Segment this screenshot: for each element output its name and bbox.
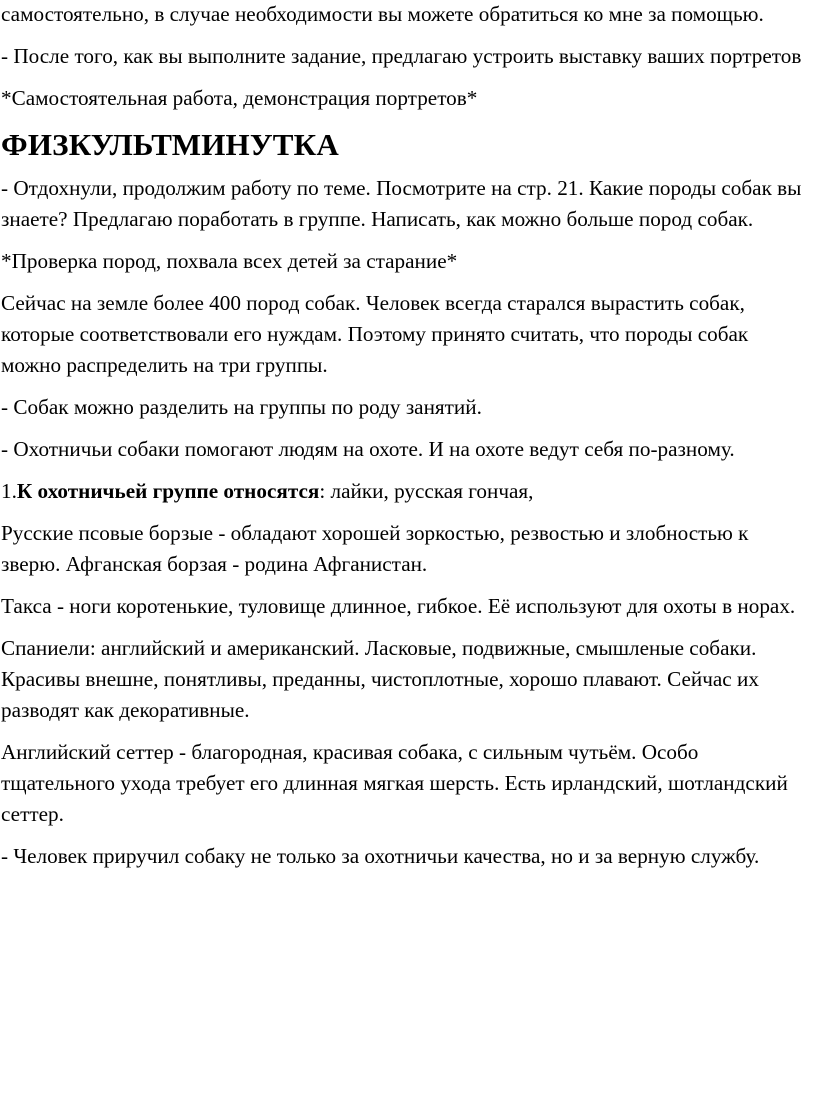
hunting-group-title: К охотничьей группе относятся <box>16 479 320 503</box>
paragraph-spaniels: Спаниели: английский и американский. Ласковые, подвижные, смышленые собаки. Красивы внешне, понятливы, преданны, чистоплотные, хорошо плавают. Сейчас их разводят как декоративные. <box>1 636 759 722</box>
paragraph-400-breeds: Сейчас на земле более 400 пород собак. Человек всегда старался вырастить собак, которые соответствовали его нуждам. Поэтому принято считать, что породы собак можно распределить на три группы. <box>1 291 749 377</box>
hunting-group-list: : лайки, русская гончая, <box>319 479 534 503</box>
heading-fizkultminutka: ФИЗКУЛЬТМИНУТКА <box>1 127 339 162</box>
list-number: 1. <box>1 479 17 503</box>
paragraph-setter: Английский сеттер - благородная, красивая собака, с сильным чутьём. Особо тщательного ухода требует его длинная мягкая шерсть. Есть ирландский, шотландский сеттер. <box>1 740 788 826</box>
paragraph-breed-check: *Проверка пород, похвала всех детей за старание* <box>1 249 458 273</box>
paragraph-service: - Человек приручил собаку не только за охотничьи качества, но и за верную службу. <box>1 844 760 868</box>
paragraph-exhibition: - После того, как вы выполните задание, предлагаю устроить выставку ваших портретов <box>1 44 802 68</box>
paragraph-borzoi: Русские псовые борзые - обладают хорошей зоркостью, резвостью и злобностью к зверю. Афганская борзая - родина Афганистан. <box>1 521 749 576</box>
paragraph-independent-work: *Самостоятельная работа, демонстрация портретов* <box>1 86 478 110</box>
paragraph-hunting-group <box>1 476 808 507</box>
paragraph-groups-by-occupation: - Собак можно разделить на группы по роду занятий. <box>1 395 482 419</box>
paragraph-dachshund: Такса - ноги коротенькие, туловище длинное, гибкое. Её используют для охоты в норах. <box>1 594 796 618</box>
paragraph-help: самостоятельно, в случае необходимости вы можете обратиться ко мне за помощью. <box>1 2 764 26</box>
paragraph-dog-breeds-task: - Отдохнули, продолжим работу по теме. Посмотрите на стр. 21. Какие породы собак вы знаете? Предлагаю поработать в группе. Написать, как можно больше пород собак. <box>1 176 802 231</box>
paragraph-hunting-dogs: - Охотничьи собаки помогают людям на охоте. И на охоте ведут себя по-разному. <box>1 437 735 461</box>
